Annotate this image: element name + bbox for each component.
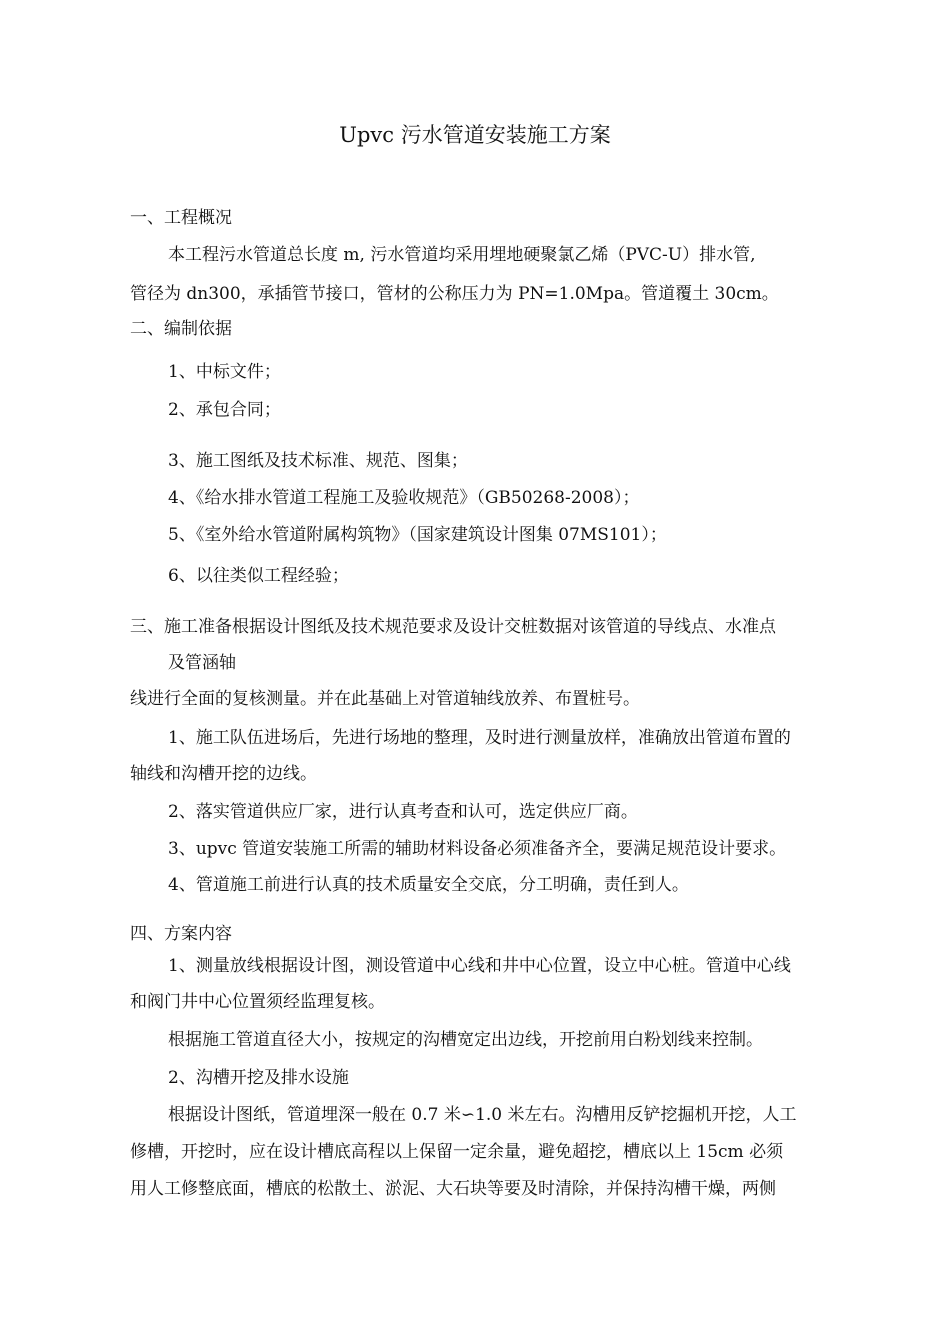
excavation-paragraph-line: 用人工修整底面，槽底的松散土、淤泥、大石块等要及时清除，并保持沟槽干燥，两侧	[130, 1179, 776, 1199]
basis-list-item: 2、承包合同；	[168, 400, 281, 420]
section-1-paragraph-line: 管径为 dn300，承插管节接口，管材的公称压力为 PN=1.0Mpa。管道覆土 30cm。	[130, 284, 779, 304]
plan-item-1: 1、测量放线根据设计图，测设管道中心线和井中心位置，设立中心桩。管道中心线	[168, 956, 791, 976]
basis-list-item: 5、《室外给水管道附属构筑物》（国家建筑设计图集 07MS101）；	[168, 525, 667, 545]
document-title: Upvc 污水管道安装施工方案	[339, 123, 611, 147]
basis-list-item: 6、以往类似工程经验；	[168, 566, 349, 586]
prep-item-3: 3、upvc 管道安装施工所需的辅助材料设备必须准备齐全，要满足规范设计要求。	[168, 839, 787, 859]
section-2-heading: 二、编制依据	[130, 319, 232, 339]
prep-item-1-continuation: 轴线和沟槽开挖的边线。	[130, 764, 317, 784]
excavation-paragraph-line: 根据设计图纸，管道埋深一般在 0.7 米∽1.0 米左右。沟槽用反铲挖掘机开挖，人工	[168, 1105, 797, 1125]
basis-list-item: 4、《给水排水管道工程施工及验收规范》（GB50268-2008）；	[168, 488, 640, 508]
basis-list-item: 3、施工图纸及技术标准、规范、图集；	[168, 451, 468, 471]
basis-list-item: 1、中标文件；	[168, 362, 281, 382]
excavation-paragraph-line: 修槽，开挖时，应在设计槽底高程以上保留一定余量，避免超挖，槽底以上 15cm 必须	[130, 1142, 784, 1162]
section-3-heading: 三、施工准备根据设计图纸及技术规范要求及设计交桩数据对该管道的导线点、水准点	[130, 617, 776, 637]
section-1-heading: 一、工程概况	[130, 208, 232, 228]
section-1-paragraph-line: 本工程污水管道总长度 m, 污水管道均采用埋地硬聚氯乙烯（PVC-U）排水管,	[168, 245, 756, 265]
plan-paragraph: 根据施工管道直径大小，按规定的沟槽宽定出边线，开挖前用白粉划线来控制。	[168, 1030, 763, 1050]
plan-item-1-continuation: 和阀门井中心位置须经监理复核。	[130, 992, 385, 1012]
section-3-paragraph-line: 线进行全面的复核测量。并在此基础上对管道轴线放养、布置桩号。	[130, 689, 640, 709]
prep-item-1: 1、施工队伍进场后，先进行场地的整理，及时进行测量放样，准确放出管道布置的	[168, 728, 791, 748]
prep-item-2: 2、落实管道供应厂家，进行认真考查和认可，选定供应厂商。	[168, 802, 638, 822]
section-4-heading: 四、方案内容	[130, 924, 232, 944]
plan-item-2-heading: 2、沟槽开挖及排水设施	[168, 1068, 349, 1088]
prep-item-4: 4、管道施工前进行认真的技术质量安全交底，分工明确，责任到人。	[168, 875, 689, 895]
section-3-heading-continuation: 及管涵轴	[168, 653, 236, 673]
